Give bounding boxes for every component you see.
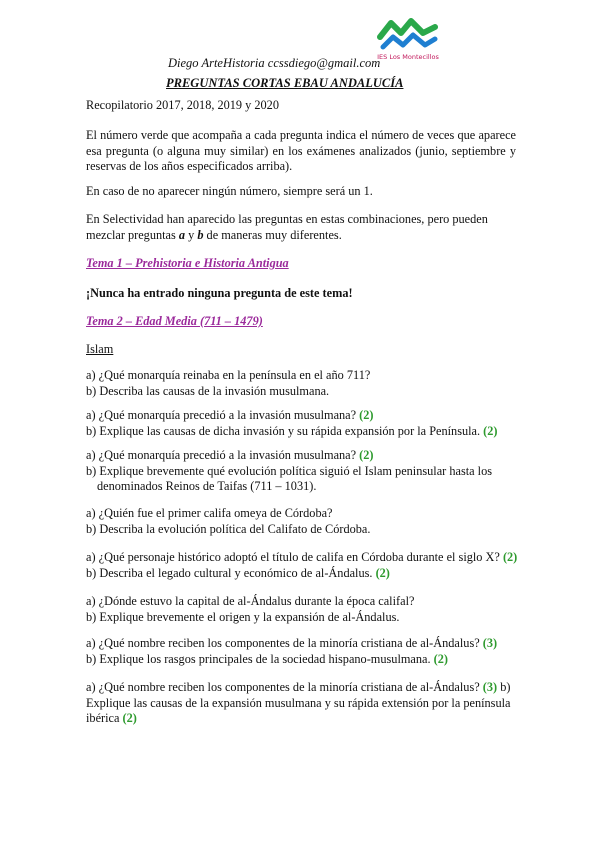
count-badge: (2) [122,711,137,725]
question-b-continued: denominados Reinos de Taifas (711 – 1031). [97,479,317,493]
question-b-continued: ibérica (2) [86,711,137,725]
count-badge: (3) [482,636,498,650]
question-b: b) Explique brevemente qué evolución política siguió el Islam peninsular hasta los [86,463,493,478]
logo-text: IES Los Montecillos [377,53,439,61]
count-badge: (2) [375,565,390,580]
intro-paragraph-3: En Selectividad han aparecido las preguntas en estas combinaciones, pero pueden mezclar preguntas a y b de maneras muy diferentes. [86,212,488,242]
question-block [86,594,526,625]
count-badge: (2) [359,408,374,422]
question-a: a) ¿Qué monarquía reinaba en la península en el año 711? [86,368,371,382]
question-b: Explique las causas de la expansión musulmana y su rápida extensión por la península [86,695,511,710]
intro-paragraph-1: El número verde que acompaña a cada pregunta indica el número de veces que aparece esa pregunta (o alguna muy similar) en los exámenes analizados (junio, septiembre y reservas de los años especificados arriba). [86,128,516,173]
question-b: b) Describa el legado cultural y económico de al-Ándalus. (2) [86,565,390,580]
question-a: a) ¿Dónde estuvo la capital de al-Ándalus durante la época califal? [86,594,415,608]
question-block [86,506,526,537]
question-a: a) ¿Qué monarquía precedió a la invasión musulmana? (2) [86,448,374,462]
question-block [86,680,526,727]
mountain-logo-icon [377,15,439,55]
author-line: Diego ArteHistoria ccssdiego@gmail.com [168,56,381,70]
school-logo [377,15,439,65]
question-b: b) Explique las causas de dicha invasión y su rápida expansión por la Península. (2) [86,423,498,438]
question-a: a) ¿Qué nombre reciben los componentes de la minoría cristiana de al-Ándalus? (3) [86,636,498,650]
question-block [86,408,526,439]
question-block [86,636,526,667]
question-a: a) ¿Qué personaje histórico adoptó el título de califa en Córdoba durante el siglo X? (2) [86,550,518,564]
question-b: b) Explique los rasgos principales de la sociedad hispano-musulmana. (2) [86,651,448,666]
question-a: a) ¿Quién fue el primer califa omeya de Córdoba? [86,506,333,520]
question-b: b) Describa las causas de la invasión musulmana. [86,383,330,398]
tema1-note: ¡Nunca ha entrado ninguna pregunta de este tema! [86,286,353,300]
question-block [86,368,526,399]
intro-paragraph-2: En caso de no aparecer ningún número, siempre será un 1. [86,184,373,198]
section-islam: Islam [86,342,114,356]
tema1-heading[interactable]: Tema 1 – Prehistoria e Historia Antigua [86,256,289,270]
question-b: b) Describa la evolución política del Califato de Córdoba. [86,521,371,536]
page-title: PREGUNTAS CORTAS EBAU ANDALUCÍA [166,76,404,90]
question-block [86,448,526,495]
count-badge: (2) [502,550,518,564]
question-a: a) ¿Qué monarquía precedió a la invasión musulmana? (2) [86,408,374,422]
tema2-heading[interactable]: Tema 2 – Edad Media (711 – 1479) [86,314,263,328]
recopilatorio-line: Recopilatorio 2017, 2018, 2019 y 2020 [86,98,279,112]
count-badge: (2) [433,651,448,666]
count-badge: (2) [483,423,498,438]
question-b: b) Explique brevemente el origen y la expansión de al-Ándalus. [86,609,400,624]
question-block [86,550,526,581]
count-badge: (2) [359,448,374,462]
count-badge: (3) [482,680,498,694]
question-a: a) ¿Qué nombre reciben los componentes de la minoría cristiana de al-Ándalus? (3) b) [86,680,511,694]
